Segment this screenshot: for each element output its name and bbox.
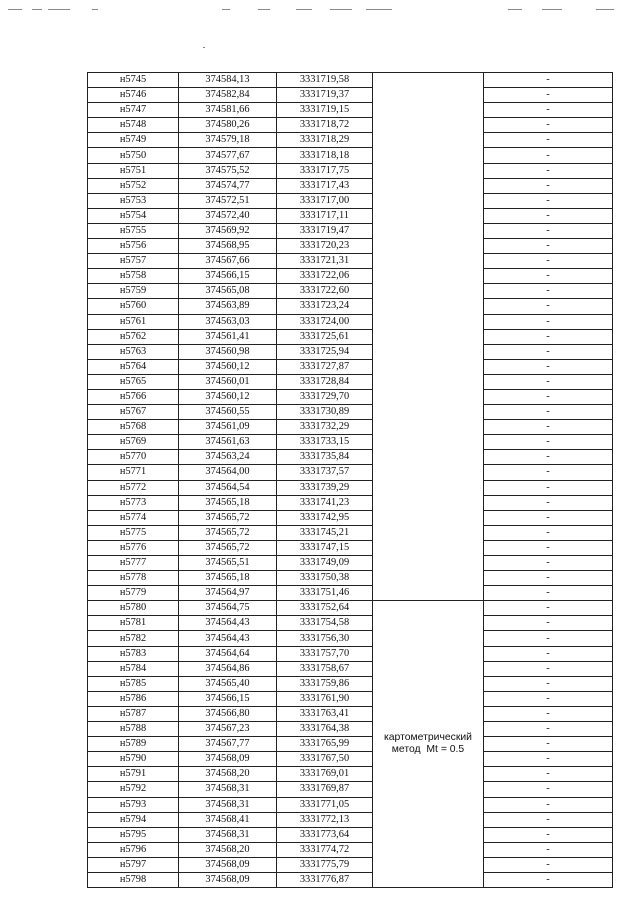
x-coordinate-cell: 374568,09 xyxy=(179,872,277,887)
y-coordinate-cell: 3331757,70 xyxy=(277,646,373,661)
x-coordinate-cell: 374567,23 xyxy=(179,722,277,737)
y-coordinate-cell: 3331776,87 xyxy=(277,872,373,887)
x-coordinate-cell: 374568,20 xyxy=(179,767,277,782)
y-coordinate-cell: 3331750,38 xyxy=(277,571,373,586)
x-coordinate-cell: 374561,63 xyxy=(179,435,277,450)
method-cell xyxy=(373,601,484,888)
y-coordinate-cell: 3331749,09 xyxy=(277,556,373,571)
note-cell: - xyxy=(484,405,613,420)
table-row xyxy=(88,178,613,193)
point-name-cell: н5766 xyxy=(88,389,179,404)
x-coordinate-cell: 374565,72 xyxy=(179,525,277,540)
point-name-cell: н5764 xyxy=(88,359,179,374)
point-name-cell: н5757 xyxy=(88,254,179,269)
y-coordinate-cell: 3331758,67 xyxy=(277,661,373,676)
note-cell: - xyxy=(484,616,613,631)
note-cell: - xyxy=(484,389,613,404)
point-name-cell: н5760 xyxy=(88,299,179,314)
point-name-cell: н5796 xyxy=(88,842,179,857)
note-cell: - xyxy=(484,118,613,133)
note-cell: - xyxy=(484,631,613,646)
y-coordinate-cell: 3331722,60 xyxy=(277,284,373,299)
point-name-cell: н5753 xyxy=(88,193,179,208)
note-cell: - xyxy=(484,601,613,616)
point-name-cell: н5772 xyxy=(88,480,179,495)
y-coordinate-cell: 3331717,00 xyxy=(277,193,373,208)
table-row xyxy=(88,676,613,691)
note-cell: - xyxy=(484,344,613,359)
point-name-cell: н5778 xyxy=(88,571,179,586)
y-coordinate-cell: 3331775,79 xyxy=(277,857,373,872)
y-coordinate-cell: 3331730,89 xyxy=(277,405,373,420)
point-name-cell: н5783 xyxy=(88,646,179,661)
table-row xyxy=(88,857,613,872)
y-coordinate-cell: 3331717,75 xyxy=(277,163,373,178)
point-name-cell: н5759 xyxy=(88,284,179,299)
note-cell: - xyxy=(484,827,613,842)
y-coordinate-cell: 3331737,57 xyxy=(277,465,373,480)
table-row xyxy=(88,646,613,661)
y-coordinate-cell: 3331727,87 xyxy=(277,359,373,374)
point-name-cell: н5745 xyxy=(88,73,179,88)
note-cell: - xyxy=(484,450,613,465)
point-name-cell: н5758 xyxy=(88,269,179,284)
x-coordinate-cell: 374575,52 xyxy=(179,163,277,178)
x-coordinate-cell: 374568,31 xyxy=(179,797,277,812)
point-name-cell: н5748 xyxy=(88,118,179,133)
note-cell: - xyxy=(484,706,613,721)
x-coordinate-cell: 374565,72 xyxy=(179,540,277,555)
method-label-line1: картометрический xyxy=(384,732,472,744)
note-cell: - xyxy=(484,782,613,797)
point-name-cell: н5770 xyxy=(88,450,179,465)
x-coordinate-cell: 374564,00 xyxy=(179,465,277,480)
point-name-cell: н5797 xyxy=(88,857,179,872)
table-row xyxy=(88,616,613,631)
point-name-cell: н5763 xyxy=(88,344,179,359)
table-row xyxy=(88,435,613,450)
x-coordinate-cell: 374565,72 xyxy=(179,510,277,525)
x-coordinate-cell: 374568,31 xyxy=(179,782,277,797)
note-cell: - xyxy=(484,359,613,374)
note-cell: - xyxy=(484,148,613,163)
note-cell: - xyxy=(484,465,613,480)
y-coordinate-cell: 3331718,72 xyxy=(277,118,373,133)
table-row xyxy=(88,133,613,148)
note-cell: - xyxy=(484,314,613,329)
method-cell-empty xyxy=(373,73,484,601)
table-row xyxy=(88,661,613,676)
y-coordinate-cell: 3331761,90 xyxy=(277,691,373,706)
table-row xyxy=(88,782,613,797)
y-coordinate-cell: 3331721,31 xyxy=(277,254,373,269)
note-cell: - xyxy=(484,374,613,389)
table-row xyxy=(88,601,613,616)
note-cell: - xyxy=(484,661,613,676)
note-cell: - xyxy=(484,269,613,284)
x-coordinate-cell: 374564,64 xyxy=(179,646,277,661)
point-name-cell: н5754 xyxy=(88,208,179,223)
y-coordinate-cell: 3331719,37 xyxy=(277,88,373,103)
point-name-cell: н5788 xyxy=(88,722,179,737)
x-coordinate-cell: 374572,40 xyxy=(179,208,277,223)
note-cell: - xyxy=(484,540,613,555)
note-cell: - xyxy=(484,586,613,601)
x-coordinate-cell: 374561,09 xyxy=(179,420,277,435)
point-name-cell: н5789 xyxy=(88,737,179,752)
x-coordinate-cell: 374563,24 xyxy=(179,450,277,465)
table-row xyxy=(88,872,613,887)
note-cell: - xyxy=(484,178,613,193)
table-row xyxy=(88,571,613,586)
note-cell: - xyxy=(484,676,613,691)
x-coordinate-cell: 374582,84 xyxy=(179,88,277,103)
y-coordinate-cell: 3331752,64 xyxy=(277,601,373,616)
point-name-cell: н5769 xyxy=(88,435,179,450)
point-name-cell: н5752 xyxy=(88,178,179,193)
x-coordinate-cell: 374565,40 xyxy=(179,676,277,691)
y-coordinate-cell: 3331771,05 xyxy=(277,797,373,812)
x-coordinate-cell: 374566,15 xyxy=(179,269,277,284)
table-row xyxy=(88,525,613,540)
table-row xyxy=(88,540,613,555)
point-name-cell: н5751 xyxy=(88,163,179,178)
point-name-cell: н5780 xyxy=(88,601,179,616)
x-coordinate-cell: 374561,41 xyxy=(179,329,277,344)
note-cell: - xyxy=(484,842,613,857)
table-row xyxy=(88,631,613,646)
point-name-cell: н5761 xyxy=(88,314,179,329)
table-row xyxy=(88,797,613,812)
y-coordinate-cell: 3331764,38 xyxy=(277,722,373,737)
table-row xyxy=(88,812,613,827)
x-coordinate-cell: 374560,12 xyxy=(179,389,277,404)
point-name-cell: н5794 xyxy=(88,812,179,827)
y-coordinate-cell: 3331756,30 xyxy=(277,631,373,646)
point-name-cell: н5762 xyxy=(88,329,179,344)
point-name-cell: н5791 xyxy=(88,767,179,782)
x-coordinate-cell: 374580,26 xyxy=(179,118,277,133)
table-row xyxy=(88,420,613,435)
y-coordinate-cell: 3331747,15 xyxy=(277,540,373,555)
y-coordinate-cell: 3331754,58 xyxy=(277,616,373,631)
table-row xyxy=(88,752,613,767)
point-name-cell: н5773 xyxy=(88,495,179,510)
table-row xyxy=(88,842,613,857)
table-row xyxy=(88,254,613,269)
table-row xyxy=(88,103,613,118)
note-cell: - xyxy=(484,691,613,706)
table-row xyxy=(88,314,613,329)
note-cell: - xyxy=(484,239,613,254)
y-coordinate-cell: 3331718,29 xyxy=(277,133,373,148)
y-coordinate-cell: 3331719,15 xyxy=(277,103,373,118)
y-coordinate-cell: 3331763,41 xyxy=(277,706,373,721)
point-name-cell: н5771 xyxy=(88,465,179,480)
point-name-cell: н5776 xyxy=(88,540,179,555)
y-coordinate-cell: 3331722,06 xyxy=(277,269,373,284)
y-coordinate-cell: 3331772,13 xyxy=(277,812,373,827)
point-name-cell: н5790 xyxy=(88,752,179,767)
table-row xyxy=(88,223,613,238)
note-cell: - xyxy=(484,480,613,495)
x-coordinate-cell: 374560,55 xyxy=(179,405,277,420)
y-coordinate-cell: 3331732,29 xyxy=(277,420,373,435)
y-coordinate-cell: 3331719,47 xyxy=(277,223,373,238)
note-cell: - xyxy=(484,103,613,118)
point-name-cell: н5750 xyxy=(88,148,179,163)
table-row xyxy=(88,88,613,103)
note-cell: - xyxy=(484,223,613,238)
y-coordinate-cell: 3331717,43 xyxy=(277,178,373,193)
table-row xyxy=(88,344,613,359)
y-coordinate-cell: 3331773,64 xyxy=(277,827,373,842)
table-row xyxy=(88,465,613,480)
table-row xyxy=(88,239,613,254)
point-name-cell: н5793 xyxy=(88,797,179,812)
x-coordinate-cell: 374564,54 xyxy=(179,480,277,495)
y-coordinate-cell: 3331728,84 xyxy=(277,374,373,389)
x-coordinate-cell: 374564,75 xyxy=(179,601,277,616)
point-name-cell: н5768 xyxy=(88,420,179,435)
table-row xyxy=(88,299,613,314)
note-cell: - xyxy=(484,722,613,737)
y-coordinate-cell: 3331729,70 xyxy=(277,389,373,404)
note-cell: - xyxy=(484,299,613,314)
x-coordinate-cell: 374563,89 xyxy=(179,299,277,314)
x-coordinate-cell: 374568,31 xyxy=(179,827,277,842)
table-row xyxy=(88,405,613,420)
y-coordinate-cell: 3331717,11 xyxy=(277,208,373,223)
y-coordinate-cell: 3331767,50 xyxy=(277,752,373,767)
x-coordinate-cell: 374565,18 xyxy=(179,495,277,510)
note-cell: - xyxy=(484,556,613,571)
note-cell: - xyxy=(484,510,613,525)
x-coordinate-cell: 374560,98 xyxy=(179,344,277,359)
table-row xyxy=(88,284,613,299)
point-name-cell: н5787 xyxy=(88,706,179,721)
x-coordinate-cell: 374565,18 xyxy=(179,571,277,586)
y-coordinate-cell: 3331759,86 xyxy=(277,676,373,691)
point-name-cell: н5784 xyxy=(88,661,179,676)
y-coordinate-cell: 3331769,87 xyxy=(277,782,373,797)
x-coordinate-cell: 374584,13 xyxy=(179,73,277,88)
table-row xyxy=(88,510,613,525)
table-row xyxy=(88,767,613,782)
note-cell: - xyxy=(484,752,613,767)
x-coordinate-cell: 374564,43 xyxy=(179,631,277,646)
x-coordinate-cell: 374563,03 xyxy=(179,314,277,329)
table-row xyxy=(88,374,613,389)
point-name-cell: н5774 xyxy=(88,510,179,525)
x-coordinate-cell: 374581,66 xyxy=(179,103,277,118)
x-coordinate-cell: 374574,77 xyxy=(179,178,277,193)
table-row xyxy=(88,193,613,208)
x-coordinate-cell: 374577,67 xyxy=(179,148,277,163)
point-name-cell: н5785 xyxy=(88,676,179,691)
table-row xyxy=(88,691,613,706)
table-row xyxy=(88,73,613,88)
point-name-cell: н5767 xyxy=(88,405,179,420)
note-cell: - xyxy=(484,525,613,540)
point-name-cell: н5747 xyxy=(88,103,179,118)
table-row xyxy=(88,359,613,374)
point-name-cell: н5786 xyxy=(88,691,179,706)
note-cell: - xyxy=(484,571,613,586)
x-coordinate-cell: 374565,08 xyxy=(179,284,277,299)
table-row xyxy=(88,450,613,465)
x-coordinate-cell: 374568,09 xyxy=(179,752,277,767)
y-coordinate-cell: 3331725,94 xyxy=(277,344,373,359)
y-coordinate-cell: 3331723,24 xyxy=(277,299,373,314)
point-name-cell: н5765 xyxy=(88,374,179,389)
x-coordinate-cell: 374568,95 xyxy=(179,239,277,254)
point-name-cell: н5755 xyxy=(88,223,179,238)
x-coordinate-cell: 374564,97 xyxy=(179,586,277,601)
x-coordinate-cell: 374567,66 xyxy=(179,254,277,269)
y-coordinate-cell: 3331718,18 xyxy=(277,148,373,163)
y-coordinate-cell: 3331765,99 xyxy=(277,737,373,752)
note-cell: - xyxy=(484,193,613,208)
table-row xyxy=(88,208,613,223)
y-coordinate-cell: 3331725,61 xyxy=(277,329,373,344)
table-row xyxy=(88,737,613,752)
x-coordinate-cell: 374560,01 xyxy=(179,374,277,389)
table-row xyxy=(88,706,613,721)
y-coordinate-cell: 3331733,15 xyxy=(277,435,373,450)
y-coordinate-cell: 3331742,95 xyxy=(277,510,373,525)
x-coordinate-cell: 374568,09 xyxy=(179,857,277,872)
x-coordinate-cell: 374566,15 xyxy=(179,691,277,706)
table-row xyxy=(88,269,613,284)
note-cell: - xyxy=(484,88,613,103)
y-coordinate-cell: 3331724,00 xyxy=(277,314,373,329)
x-coordinate-cell: 374568,41 xyxy=(179,812,277,827)
note-cell: - xyxy=(484,857,613,872)
note-cell: - xyxy=(484,284,613,299)
note-cell: - xyxy=(484,163,613,178)
x-coordinate-cell: 374567,77 xyxy=(179,737,277,752)
x-coordinate-cell: 374579,18 xyxy=(179,133,277,148)
y-coordinate-cell: 3331720,23 xyxy=(277,239,373,254)
note-cell: - xyxy=(484,646,613,661)
note-cell: - xyxy=(484,737,613,752)
y-coordinate-cell: 3331735,84 xyxy=(277,450,373,465)
point-name-cell: н5779 xyxy=(88,586,179,601)
point-name-cell: н5749 xyxy=(88,133,179,148)
method-label-line2: метод Mt = 0.5 xyxy=(391,744,465,756)
note-cell: - xyxy=(484,133,613,148)
point-name-cell: н5798 xyxy=(88,872,179,887)
table-row xyxy=(88,148,613,163)
note-cell: - xyxy=(484,73,613,88)
note-cell: - xyxy=(484,329,613,344)
x-coordinate-cell: 374568,20 xyxy=(179,842,277,857)
x-coordinate-cell: 374565,51 xyxy=(179,556,277,571)
scan-artifact-strip xyxy=(0,0,640,40)
note-cell: - xyxy=(484,254,613,269)
note-cell: - xyxy=(484,208,613,223)
table-row xyxy=(88,495,613,510)
x-coordinate-cell: 374569,92 xyxy=(179,223,277,238)
x-coordinate-cell: 374566,80 xyxy=(179,706,277,721)
y-coordinate-cell: 3331769,01 xyxy=(277,767,373,782)
x-coordinate-cell: 374572,51 xyxy=(179,193,277,208)
point-name-cell: н5781 xyxy=(88,616,179,631)
note-cell: - xyxy=(484,495,613,510)
note-cell: - xyxy=(484,435,613,450)
y-coordinate-cell: 3331719,58 xyxy=(277,73,373,88)
y-coordinate-cell: 3331745,21 xyxy=(277,525,373,540)
note-cell: - xyxy=(484,812,613,827)
x-coordinate-cell: 374560,12 xyxy=(179,359,277,374)
table-row xyxy=(88,722,613,737)
table-row xyxy=(88,827,613,842)
point-name-cell: н5782 xyxy=(88,631,179,646)
table-row xyxy=(88,480,613,495)
x-coordinate-cell: 374564,86 xyxy=(179,661,277,676)
y-coordinate-cell: 3331739,29 xyxy=(277,480,373,495)
point-name-cell: н5792 xyxy=(88,782,179,797)
point-name-cell: н5756 xyxy=(88,239,179,254)
point-name-cell: н5795 xyxy=(88,827,179,842)
table-row xyxy=(88,586,613,601)
table-row xyxy=(88,118,613,133)
y-coordinate-cell: 3331741,23 xyxy=(277,495,373,510)
point-name-cell: н5777 xyxy=(88,556,179,571)
table-row xyxy=(88,329,613,344)
x-coordinate-cell: 374564,43 xyxy=(179,616,277,631)
note-cell: - xyxy=(484,420,613,435)
table-row xyxy=(88,389,613,404)
y-coordinate-cell: 3331751,46 xyxy=(277,586,373,601)
note-cell: - xyxy=(484,767,613,782)
point-name-cell: н5746 xyxy=(88,88,179,103)
note-cell: - xyxy=(484,872,613,887)
y-coordinate-cell: 3331774,72 xyxy=(277,842,373,857)
table-row xyxy=(88,556,613,571)
point-name-cell: н5775 xyxy=(88,525,179,540)
coordinates-table xyxy=(87,72,613,888)
note-cell: - xyxy=(484,797,613,812)
table-row xyxy=(88,163,613,178)
